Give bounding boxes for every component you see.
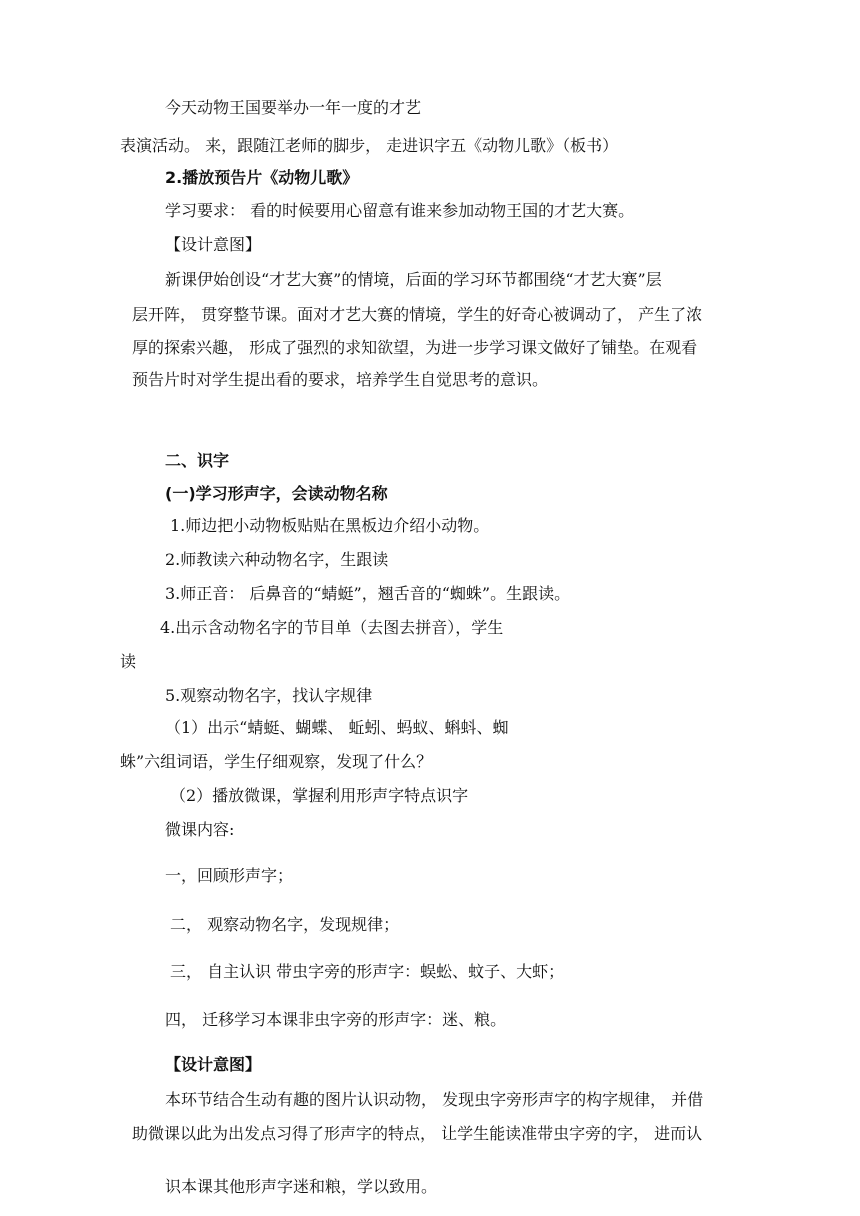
micro-lesson-label: 微课内容:	[165, 820, 235, 839]
design-intent-line: 新课伊始创设“才艺大赛”的情境，后面的学习环节都围绕“才艺大赛”层	[165, 270, 662, 289]
micro-lesson-item: 四， 迁移学习本课非虫字旁的形声字：迷、粮。	[165, 1010, 507, 1029]
step-item: 4.出示含动物名字的节目单（去图去拼音），学生	[160, 618, 504, 637]
intro-line-1: 今天动物王国要举办一年一度的才艺	[165, 98, 422, 117]
design-intent-line: 厚的探索兴趣， 形成了强烈的求知欲望，为进一步学习课文做好了铺垫。在观看	[132, 338, 698, 357]
design-intent-line: 层开阵， 贯穿整节课。面对才艺大赛的情境，学生的好奇心被调动了， 产生了浓	[132, 305, 703, 324]
micro-lesson-item: 三， 自主认识 带虫字旁的形声字：蜈蚣、蚊子、大虾；	[170, 962, 565, 981]
design-intent-line: 助微课以此为出发点习得了形声字的特点， 让学生能读准带虫字旁的字， 进而认	[132, 1124, 703, 1143]
design-intent-heading-2: 【设计意图】	[165, 1055, 262, 1074]
step-item: 5.观察动物名字，找认字规律	[165, 686, 373, 705]
micro-lesson-item: 一，回顾形声字；	[165, 866, 294, 885]
step-item: 1.师边把小动物板贴贴在黑板边介绍小动物。	[170, 516, 490, 535]
step-subitem: （1）出示“蜻蜓、蝴蝶、 蚯蚓、蚂蚁、蝌蚪、蜘	[165, 718, 509, 737]
section-heading-preview: 2.播放预告片《动物儿歌》	[165, 168, 359, 187]
design-intent-line: 本环节结合生动有趣的图片认识动物， 发现虫字旁形声字的构字规律， 并借	[165, 1090, 704, 1109]
design-intent-heading-1: 【设计意图】	[165, 235, 262, 254]
design-intent-line: 预告片时对学生提出看的要求，培养学生自觉思考的意识。	[132, 370, 549, 389]
micro-lesson-item: 二， 观察动物名字，发现规律；	[170, 915, 400, 934]
sub-heading-phonetic-characters: (一)学习形声字，会读动物名称	[165, 484, 388, 503]
step-subitem-continued: 蛛”六组词语，学生仔细观察，发现了什么？	[120, 752, 433, 771]
step-item-continued: 读	[120, 652, 137, 671]
step-subitem: （2）播放微课，掌握利用形声字特点识字	[170, 786, 469, 805]
design-intent-line: 识本课其他形声字迷和粮，学以致用。	[165, 1177, 438, 1196]
step-item: 3.师正音： 后鼻音的“蜻蜓”，翘舌音的“蜘蛛”。生跟读。	[165, 584, 571, 603]
step-item: 2.师教读六种动物名字，生跟读	[165, 550, 389, 569]
learning-requirement: 学习要求： 看的时候要用心留意有谁来参加动物王国的才艺大赛。	[165, 201, 635, 220]
part-heading-literacy: 二、识字	[165, 451, 230, 470]
intro-line-2: 表演活动。 来，跟随江老师的脚步， 走进识字五《动物儿歌》（板书）	[120, 136, 619, 155]
